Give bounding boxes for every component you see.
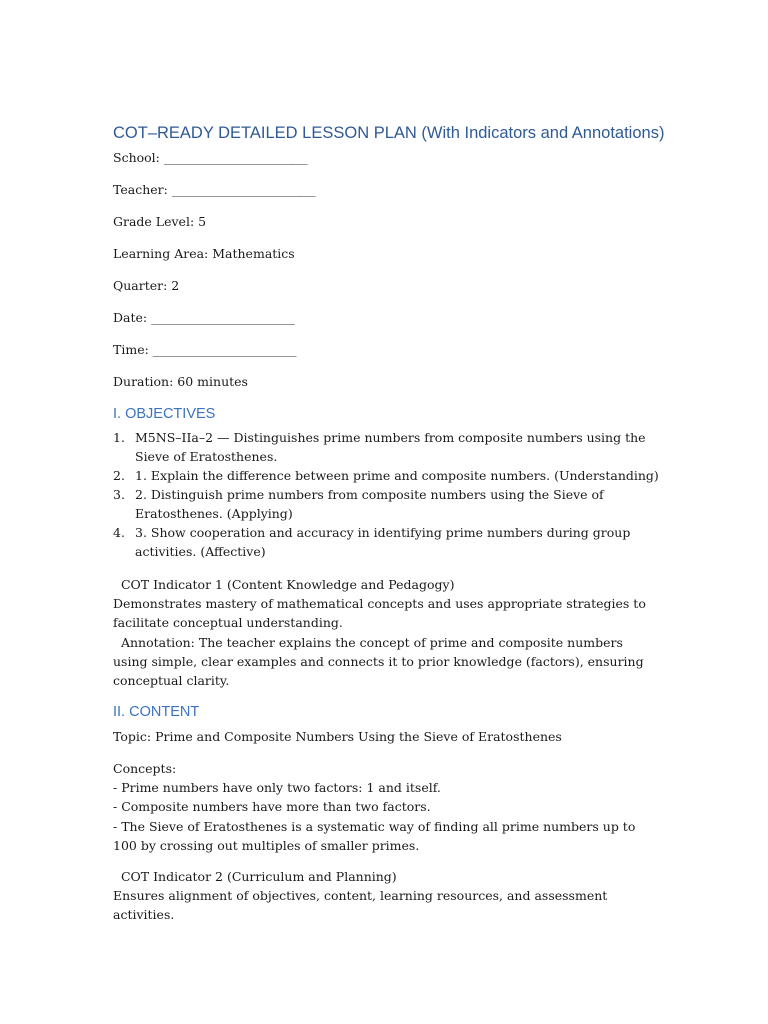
concept-item: - Prime numbers have only two factors: 1 and itself. bbox=[113, 780, 441, 796]
indicator-1-title: COT Indicator 1 (Content Knowledge and Pedagogy) bbox=[113, 577, 455, 592]
indicator-2-description: Ensures alignment of objectives, content, learning resources, and assessment activities. bbox=[113, 888, 612, 923]
field-quarter: Quarter: 2 bbox=[113, 278, 180, 293]
field-time: Time: _______________________ bbox=[113, 342, 297, 357]
indicator-2-title: COT Indicator 2 (Curriculum and Planning) bbox=[113, 869, 397, 884]
objective-text: 3. Show cooperation and accuracy in identifying prime numbers during group activities. (Affective) bbox=[135, 525, 631, 559]
field-school: School: _______________________ bbox=[113, 150, 308, 165]
concept-item: - Composite numbers have more than two factors. bbox=[113, 799, 431, 815]
objective-text: M5NS–IIa–2 — Distinguishes prime numbers from composite numbers using the Sieve of Eratosthenes. bbox=[135, 430, 646, 464]
objective-number: 2. bbox=[113, 468, 125, 483]
objective-item bbox=[113, 466, 673, 485]
indicator-1-block bbox=[113, 575, 648, 690]
objective-text: 1. Explain the difference between prime and composite numbers. (Understanding) bbox=[135, 468, 659, 483]
field-date: Date: _______________________ bbox=[113, 310, 295, 325]
field-learning-area: Learning Area: Mathematics bbox=[113, 246, 295, 261]
field-teacher: Teacher: _______________________ bbox=[113, 182, 316, 197]
indicator-2-block bbox=[113, 867, 648, 925]
field-duration: Duration: 60 minutes bbox=[113, 374, 248, 389]
objective-text: 2. Distinguish prime numbers from composite numbers using the Sieve of Eratosthenes. (Applying) bbox=[135, 487, 604, 521]
indicator-1-description: Demonstrates mastery of mathematical concepts and uses appropriate strategies to facilitate conceptual understanding. bbox=[113, 596, 650, 631]
objective-item bbox=[113, 428, 673, 466]
concepts-block bbox=[113, 759, 648, 855]
objective-item bbox=[113, 523, 673, 561]
content-topic: Topic: Prime and Composite Numbers Using the Sieve of Eratosthenes bbox=[113, 729, 562, 744]
document-title: COT–READY DETAILED LESSON PLAN (With Indicators and Annotations) bbox=[113, 124, 665, 142]
objective-item bbox=[113, 485, 673, 523]
indicator-1-annotation: Annotation: The teacher explains the concept of prime and composite numbers using simple, clear examples and connects it to prior knowledge (factors), ensuring conceptual clarity. bbox=[113, 634, 648, 689]
objective-number: 4. bbox=[113, 525, 125, 540]
concepts-label: Concepts: bbox=[113, 761, 177, 776]
objectives-heading: I. OBJECTIVES bbox=[113, 406, 216, 422]
objectives-list bbox=[113, 428, 673, 561]
objective-number: 3. bbox=[113, 487, 125, 502]
objective-number: 1. bbox=[113, 430, 125, 445]
concept-item: - The Sieve of Eratosthenes is a systematic way of finding all prime numbers up to 100 by crossing out multiples of smaller primes. bbox=[113, 818, 640, 853]
field-grade-level: Grade Level: 5 bbox=[113, 214, 207, 229]
content-heading: II. CONTENT bbox=[113, 704, 200, 720]
